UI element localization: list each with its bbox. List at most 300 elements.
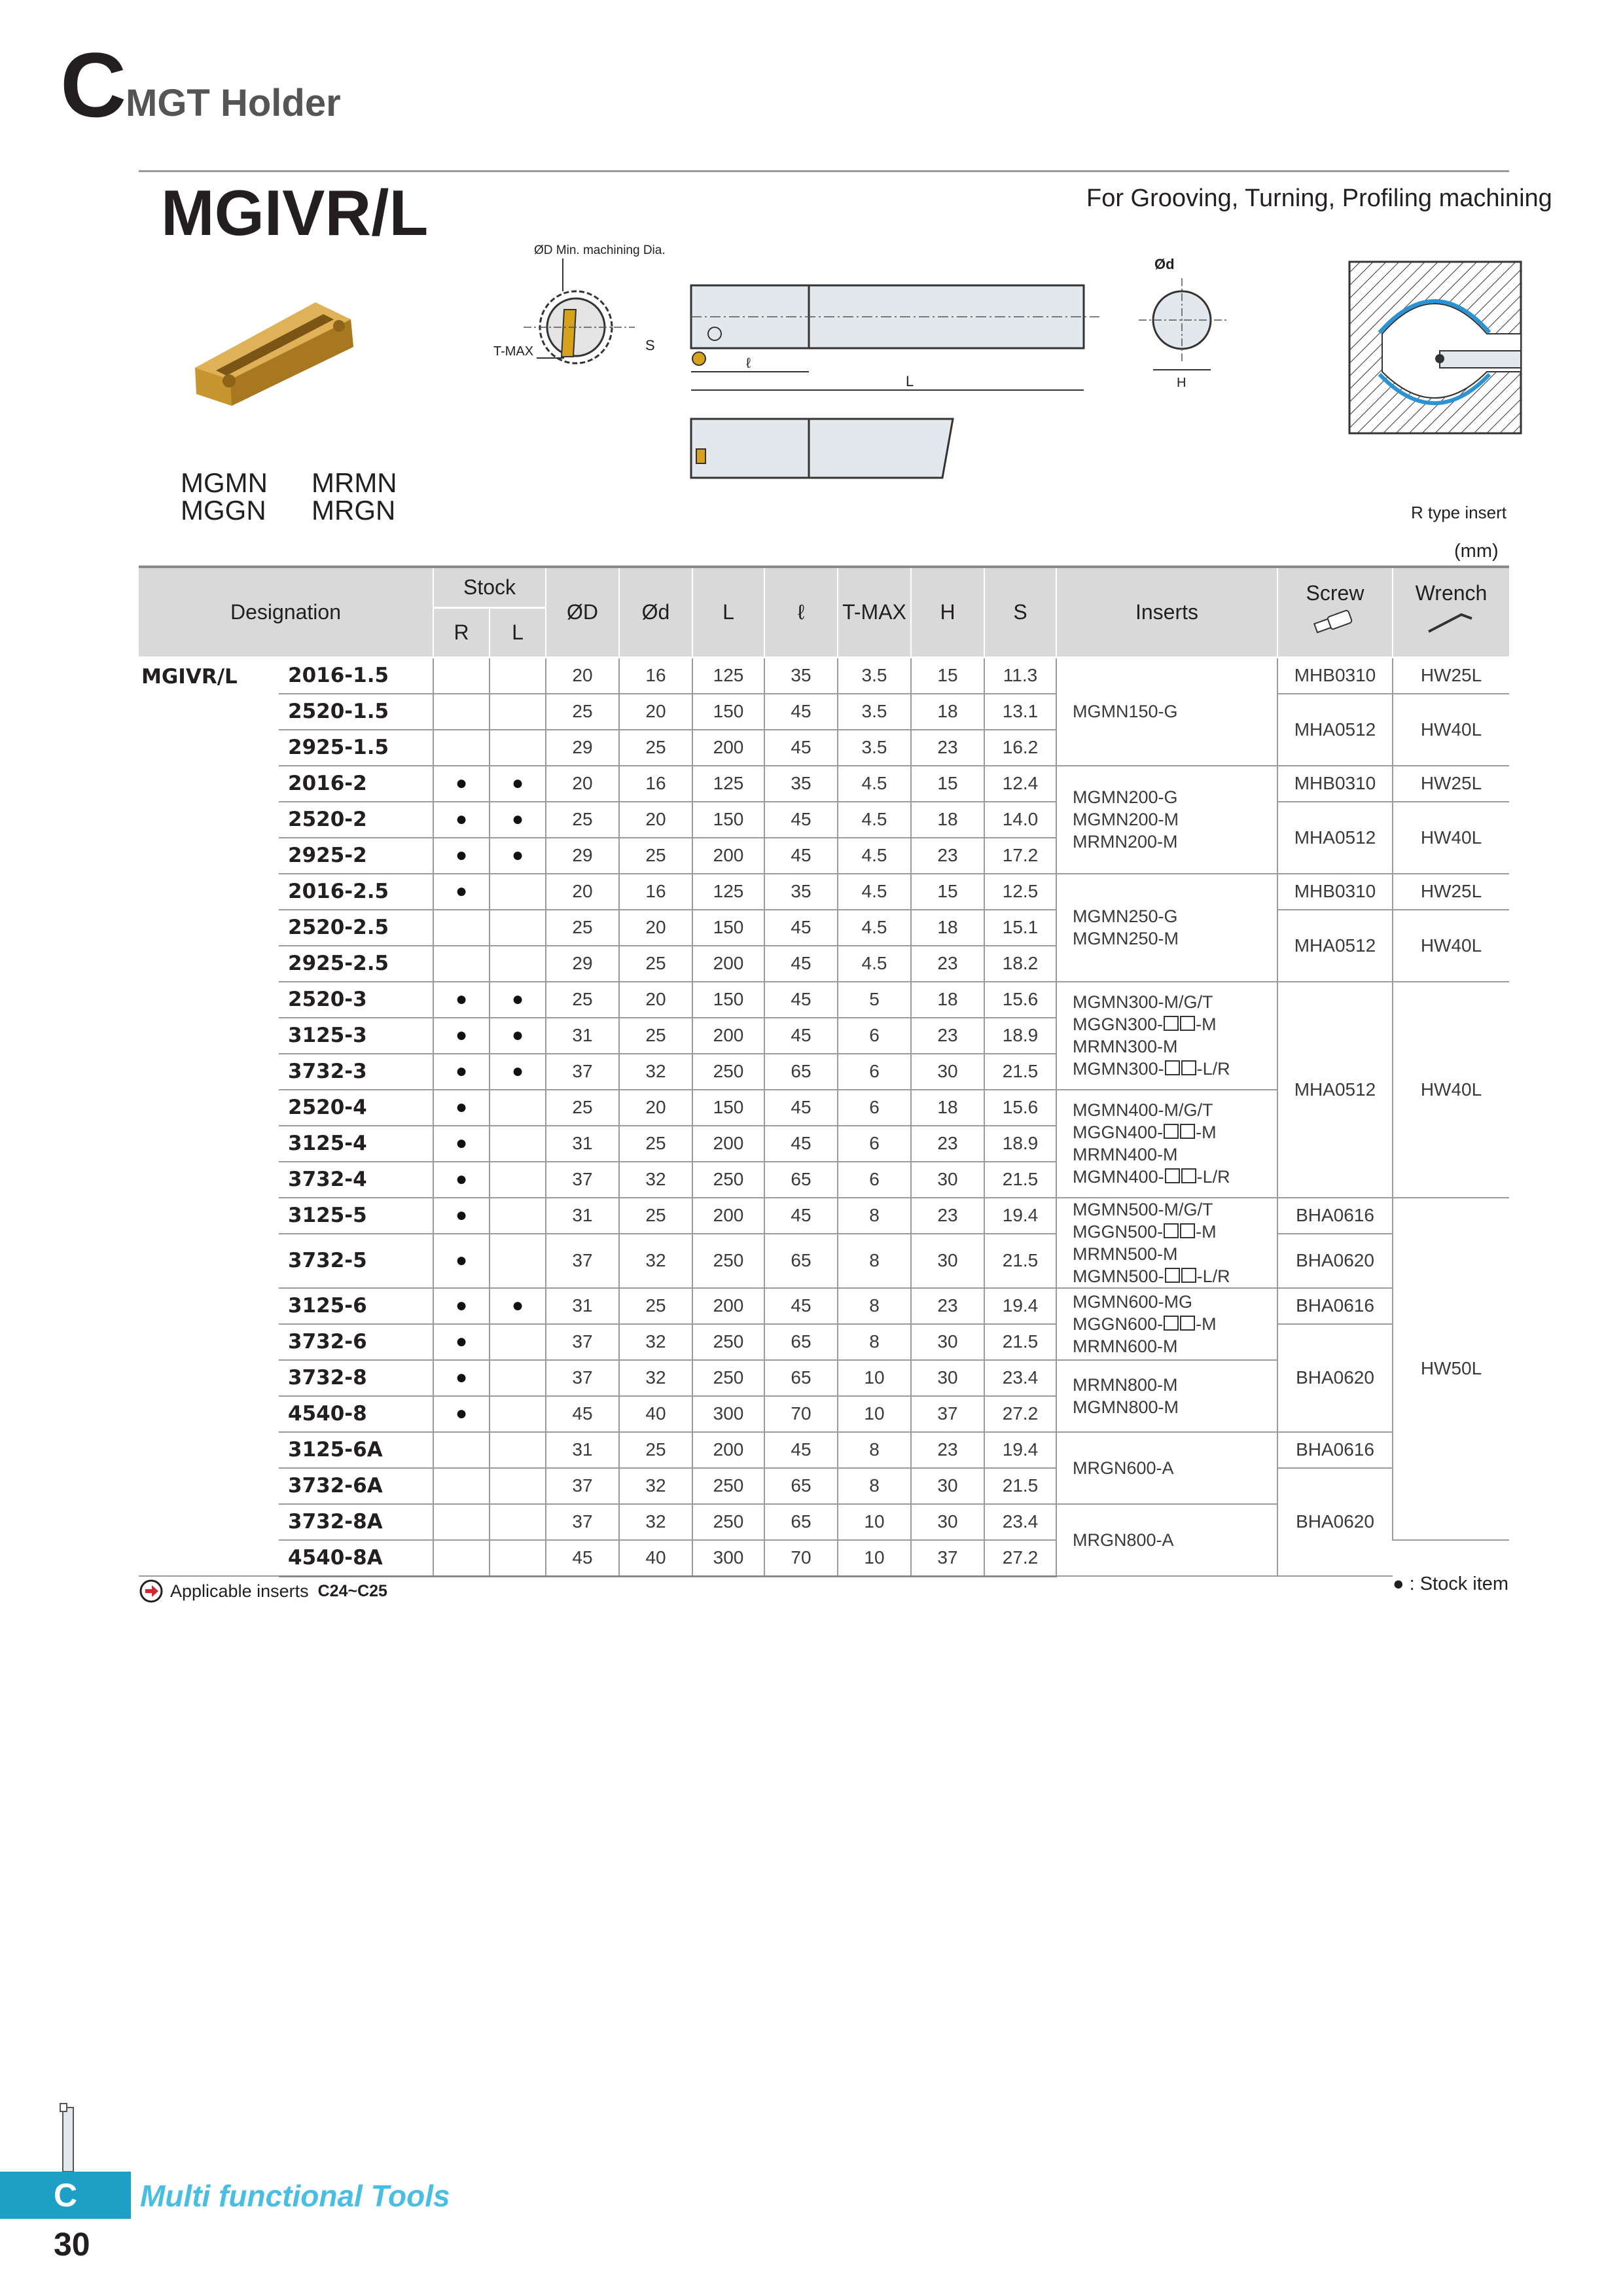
insert-code: MGMN150-G	[1073, 702, 1178, 721]
applicable-inserts-label: Applicable inserts	[170, 1581, 309, 1601]
stock-r	[433, 946, 490, 982]
min-dia-label: ØD Min. machining Dia.	[534, 243, 666, 257]
s-value: 16.2	[984, 730, 1056, 766]
header-od: ØD	[546, 567, 619, 657]
tmax-value: 10	[838, 1540, 911, 1577]
s-value: 21.5	[984, 1468, 1056, 1504]
h-value: 23	[911, 1288, 984, 1324]
l-value: 65	[764, 1360, 838, 1396]
length-value: 300	[692, 1396, 764, 1432]
insert-group	[1056, 874, 1277, 982]
header-tmax: T-MAX	[838, 567, 911, 657]
stock-l	[490, 874, 546, 910]
length-value: 200	[692, 1018, 764, 1054]
header-designation: Designation	[139, 567, 433, 657]
od-value: 37	[546, 1162, 619, 1198]
wrench-icon	[1422, 605, 1481, 638]
h-value: 30	[911, 1162, 984, 1198]
stock-l	[490, 946, 546, 982]
insert-code: MGMN800-M	[1073, 1397, 1179, 1417]
stock-r: ●	[433, 874, 490, 910]
insert-group	[1056, 1360, 1277, 1432]
d-value: 25	[619, 838, 692, 874]
insert-code: MRMN200-M	[1073, 832, 1178, 852]
od-value: 29	[546, 730, 619, 766]
screw-label: Screw	[1306, 581, 1364, 605]
tmax-value: 6	[838, 1090, 911, 1126]
od-value: 37	[546, 1234, 619, 1288]
length-value: 200	[692, 838, 764, 874]
stock-l: ●	[490, 1288, 546, 1324]
h-value: 15	[911, 766, 984, 802]
insert-name-mrmn: MRMN	[312, 467, 397, 498]
d-value: 20	[619, 982, 692, 1018]
tmax-value: 3.5	[838, 730, 911, 766]
insert-code: MGMN300- -L/R	[1073, 1059, 1230, 1079]
placeholder-box	[1180, 1124, 1195, 1139]
s-value: 15.6	[984, 982, 1056, 1018]
stock-r: ●	[433, 982, 490, 1018]
designation: 3125-3	[279, 1018, 433, 1054]
screw-value: MHB0310	[1277, 874, 1393, 910]
screw-value: BHA0616	[1277, 1288, 1393, 1324]
tmax-value: 4.5	[838, 802, 911, 838]
wrench-label: Wrench	[1415, 581, 1488, 605]
length-value: 200	[692, 1198, 764, 1234]
length-value: 125	[692, 657, 764, 694]
placeholder-box	[1180, 1016, 1195, 1031]
screw-value: BHA0616	[1277, 1198, 1393, 1234]
designation: 2520-4	[279, 1090, 433, 1126]
wrench-value: HW25L	[1393, 657, 1509, 694]
stock-l: ●	[490, 982, 546, 1018]
stock-l	[490, 1504, 546, 1540]
h-value: 30	[911, 1324, 984, 1360]
od-value: 25	[546, 1090, 619, 1126]
designation: 3125-6A	[279, 1432, 433, 1468]
screw-value: MHB0310	[1277, 657, 1393, 694]
wrench-value: HW25L	[1393, 874, 1509, 910]
s-value: 19.4	[984, 1198, 1056, 1234]
d-value: 25	[619, 1288, 692, 1324]
insert-group	[1056, 766, 1277, 874]
s-value: 19.4	[984, 1432, 1056, 1468]
placeholder-box	[1165, 1060, 1180, 1075]
insert-image	[190, 288, 360, 412]
d-value: 32	[619, 1234, 692, 1288]
h-value: 30	[911, 1504, 984, 1540]
s-value: 19.4	[984, 1288, 1056, 1324]
applicable-inserts-ref[interactable]: C24~C25	[317, 1581, 387, 1600]
d-value: 20	[619, 910, 692, 946]
d-value: 16	[619, 766, 692, 802]
s-value: 23.4	[984, 1360, 1056, 1396]
s-value: 21.5	[984, 1324, 1056, 1360]
unit-label: (mm)	[1454, 541, 1499, 562]
h-value: 30	[911, 1360, 984, 1396]
length-value: 250	[692, 1468, 764, 1504]
header-inserts: Inserts	[1056, 567, 1277, 657]
section-tab-title: Multi functional Tools	[140, 2179, 450, 2213]
tmax-value: 8	[838, 1198, 911, 1234]
designation: 3125-5	[279, 1198, 433, 1234]
section-letter: C	[60, 33, 124, 136]
stock-l	[490, 1324, 546, 1360]
insert-code: MRMN300-M	[1073, 1037, 1178, 1056]
stock-r: ●	[433, 766, 490, 802]
designation: 4540-8A	[279, 1540, 433, 1577]
l-value: 35	[764, 657, 838, 694]
header-length: L	[692, 567, 764, 657]
length-value: 200	[692, 730, 764, 766]
placeholder-box	[1164, 1316, 1179, 1331]
l-value: 45	[764, 730, 838, 766]
stock-r: ●	[433, 1324, 490, 1360]
h-value: 18	[911, 910, 984, 946]
stock-r: ●	[433, 1234, 490, 1288]
designation: 2925-1.5	[279, 730, 433, 766]
designation: 4540-8	[279, 1396, 433, 1432]
tool-thumbnail-icon	[55, 2101, 81, 2173]
insert-group	[1056, 1432, 1277, 1504]
s-value: 12.5	[984, 874, 1056, 910]
l-value: 65	[764, 1054, 838, 1090]
L-label: L	[906, 373, 914, 389]
stock-r	[433, 910, 490, 946]
insert-name-mrgn: MRGN	[312, 495, 396, 526]
l-value: 45	[764, 1432, 838, 1468]
od-value: 31	[546, 1126, 619, 1162]
s-value: 12.4	[984, 766, 1056, 802]
h-value: 30	[911, 1468, 984, 1504]
stock-l: ●	[490, 766, 546, 802]
designation: 2925-2	[279, 838, 433, 874]
d-value: 25	[619, 1018, 692, 1054]
insert-code: MGMN600-MG	[1073, 1291, 1193, 1312]
l-value: 65	[764, 1234, 838, 1288]
d-value: 32	[619, 1162, 692, 1198]
insert-code: MRMN600-M	[1073, 1336, 1178, 1356]
designation: 2016-2	[279, 766, 433, 802]
insert-code: MGMN200-M	[1073, 810, 1179, 829]
s-value: 27.2	[984, 1396, 1056, 1432]
side-view-diagram	[641, 262, 1113, 406]
length-value: 250	[692, 1504, 764, 1540]
header-h: H	[911, 567, 984, 657]
tmax-value: 3.5	[838, 694, 911, 730]
stock-r: ●	[433, 1126, 490, 1162]
length-value: 250	[692, 1234, 764, 1288]
insert-code: MGMN400-M/G/T	[1073, 1100, 1213, 1120]
h-value: 23	[911, 1432, 984, 1468]
header-wrench	[1393, 567, 1509, 657]
h-value: 18	[911, 982, 984, 1018]
d-value: 32	[619, 1324, 692, 1360]
od-value: 31	[546, 1018, 619, 1054]
insert-code: MGMN500- -L/R	[1073, 1266, 1230, 1286]
stock-l: ●	[490, 838, 546, 874]
designation: 3732-6	[279, 1324, 433, 1360]
d-value: 20	[619, 694, 692, 730]
designation: 2520-1.5	[279, 694, 433, 730]
l-value: 65	[764, 1162, 838, 1198]
stock-r: ●	[433, 1018, 490, 1054]
d-value: 20	[619, 802, 692, 838]
stock-l	[490, 1126, 546, 1162]
h-value: 23	[911, 1018, 984, 1054]
length-value: 150	[692, 1090, 764, 1126]
tmax-value: 4.5	[838, 946, 911, 982]
length-value: 150	[692, 802, 764, 838]
designation: 3732-4	[279, 1162, 433, 1198]
stock-r	[433, 1540, 490, 1577]
l-value: 45	[764, 1198, 838, 1234]
od-value: 25	[546, 982, 619, 1018]
s-value: 15.1	[984, 910, 1056, 946]
section-title: MGT Holder	[126, 82, 341, 124]
d-value: 20	[619, 1090, 692, 1126]
placeholder-box	[1180, 1316, 1195, 1331]
od-value: 45	[546, 1540, 619, 1577]
stock-r: ●	[433, 1198, 490, 1234]
screw-value: BHA0620	[1277, 1468, 1393, 1577]
tmax-value: 10	[838, 1504, 911, 1540]
stock-legend: ● : Stock item	[1393, 1573, 1509, 1594]
insert-code: MRMN800-M	[1073, 1374, 1178, 1395]
stock-l	[490, 1396, 546, 1432]
placeholder-box	[1165, 1168, 1180, 1183]
l-value: 35	[764, 766, 838, 802]
od-value: 37	[546, 1324, 619, 1360]
od-value: 37	[546, 1054, 619, 1090]
stock-l: ●	[490, 1054, 546, 1090]
wrench-value: HW40L	[1393, 694, 1509, 766]
wrench-value: HW40L	[1393, 802, 1509, 874]
od-value: 29	[546, 838, 619, 874]
tmax-value: 4.5	[838, 874, 911, 910]
s-value: 27.2	[984, 1540, 1056, 1577]
stock-r: ●	[433, 1090, 490, 1126]
stock-l	[490, 657, 546, 694]
h-value: 15	[911, 657, 984, 694]
h-value: 37	[911, 1540, 984, 1577]
length-value: 125	[692, 766, 764, 802]
h-value: 23	[911, 1126, 984, 1162]
s-value: 11.3	[984, 657, 1056, 694]
od-value: 25	[546, 910, 619, 946]
stock-r	[433, 657, 490, 694]
l-value: 70	[764, 1540, 838, 1577]
stock-r	[433, 1468, 490, 1504]
h-value: 23	[911, 946, 984, 982]
l-value: 65	[764, 1504, 838, 1540]
stock-l	[490, 1162, 546, 1198]
h-value: 37	[911, 1396, 984, 1432]
page-subtitle: For Grooving, Turning, Profiling machining	[1086, 185, 1552, 212]
wrench-value: HW40L	[1393, 982, 1509, 1198]
screw-value: MHB0310	[1277, 766, 1393, 802]
header-stock-l: L	[490, 607, 546, 657]
s-value: 21.5	[984, 1162, 1056, 1198]
d-value: 25	[619, 730, 692, 766]
stock-r	[433, 1504, 490, 1540]
od-value: 37	[546, 1468, 619, 1504]
applicable-inserts-note[interactable]	[139, 1579, 387, 1604]
length-value: 200	[692, 946, 764, 982]
stock-l	[490, 730, 546, 766]
h-value: 18	[911, 1090, 984, 1126]
s-value: 23.4	[984, 1504, 1056, 1540]
insert-code: MRMN400-M	[1073, 1145, 1178, 1164]
stock-l	[490, 1432, 546, 1468]
tmax-value: 3.5	[838, 657, 911, 694]
designation: 3732-8A	[279, 1504, 433, 1540]
d-value: 32	[619, 1504, 692, 1540]
stock-l	[490, 694, 546, 730]
wrench-value: HW50L	[1393, 1198, 1509, 1540]
s-value: 17.2	[984, 838, 1056, 874]
placeholder-box	[1164, 1223, 1179, 1238]
insert-code: MRMN500-M	[1073, 1244, 1178, 1264]
tmax-value: 10	[838, 1396, 911, 1432]
s-value: 18.9	[984, 1126, 1056, 1162]
page-number: 30	[54, 2226, 90, 2263]
designation: 3732-8	[279, 1360, 433, 1396]
od-value: 31	[546, 1288, 619, 1324]
insert-group	[1056, 1288, 1277, 1360]
designation: 3125-6	[279, 1288, 433, 1324]
tmax-value: 6	[838, 1018, 911, 1054]
tmax-value: 4.5	[838, 766, 911, 802]
d-value: 16	[619, 657, 692, 694]
screw-value: BHA0620	[1277, 1234, 1393, 1288]
tmax-value: 8	[838, 1324, 911, 1360]
insert-code: MRGN600-A	[1073, 1458, 1174, 1478]
designation: 3732-3	[279, 1054, 433, 1090]
machining-illustration	[1348, 260, 1525, 436]
length-value: 150	[692, 910, 764, 946]
length-value: 200	[692, 1126, 764, 1162]
header-d: Ød	[619, 567, 692, 657]
stock-r: ●	[433, 1288, 490, 1324]
od-value: 31	[546, 1432, 619, 1468]
stock-r	[433, 1432, 490, 1468]
insert-code: MRGN800-A	[1073, 1530, 1174, 1550]
s-label: S	[645, 337, 655, 353]
l-value: 65	[764, 1468, 838, 1504]
insert-code: MGGN400- -M	[1073, 1122, 1217, 1142]
d-value: 32	[619, 1360, 692, 1396]
stock-r: ●	[433, 1054, 490, 1090]
insert-group	[1056, 1504, 1277, 1577]
length-value: 200	[692, 1432, 764, 1468]
screw-icon	[1309, 605, 1361, 638]
stock-r	[433, 730, 490, 766]
stock-r: ●	[433, 1396, 490, 1432]
header-stock-r: R	[433, 607, 490, 657]
screw-value: MHA0512	[1277, 982, 1393, 1198]
designation: 3732-5	[279, 1234, 433, 1288]
placeholder-box	[1164, 1016, 1179, 1031]
s-value: 21.5	[984, 1054, 1056, 1090]
tmax-value: 4.5	[838, 838, 911, 874]
od-value: 37	[546, 1504, 619, 1540]
h-value: 30	[911, 1234, 984, 1288]
insert-group	[1056, 982, 1277, 1090]
stock-l	[490, 910, 546, 946]
placeholder-box	[1165, 1268, 1180, 1283]
designation: 3732-6A	[279, 1468, 433, 1504]
length-value: 250	[692, 1162, 764, 1198]
h-value: 23	[911, 1198, 984, 1234]
insert-code: MGMN200-G	[1073, 787, 1178, 807]
s-value: 14.0	[984, 802, 1056, 838]
s-value: 18.9	[984, 1018, 1056, 1054]
insert-code: MGMN300-M/G/T	[1073, 992, 1213, 1012]
tmax-value: 8	[838, 1234, 911, 1288]
s-value: 15.6	[984, 1090, 1056, 1126]
d-value: 32	[619, 1468, 692, 1504]
spec-table	[139, 565, 1509, 1577]
insert-group	[1056, 1198, 1277, 1288]
h-value: 30	[911, 1054, 984, 1090]
od-value: 29	[546, 946, 619, 982]
od-value: 31	[546, 1198, 619, 1234]
designation: 3125-4	[279, 1126, 433, 1162]
length-value: 125	[692, 874, 764, 910]
insert-code: MGMN250-M	[1073, 929, 1179, 948]
designation: 2520-2.5	[279, 910, 433, 946]
l-value: 45	[764, 1090, 838, 1126]
screw-value: MHA0512	[1277, 910, 1393, 982]
l-value: 65	[764, 1324, 838, 1360]
l-value: 45	[764, 802, 838, 838]
arrow-circle-icon	[139, 1579, 164, 1604]
length-value: 300	[692, 1540, 764, 1577]
d-label: Ød	[1154, 256, 1175, 272]
header-screw	[1277, 567, 1393, 657]
screw-value: BHA0620	[1277, 1324, 1393, 1432]
tmax-value: 5	[838, 982, 911, 1018]
stock-r: ●	[433, 838, 490, 874]
screw-value: BHA0616	[1277, 1432, 1393, 1468]
od-value: 20	[546, 766, 619, 802]
od-value: 25	[546, 694, 619, 730]
s-value: 13.1	[984, 694, 1056, 730]
wrench-value: HW40L	[1393, 910, 1509, 982]
tmax-value: 8	[838, 1432, 911, 1468]
d-value: 25	[619, 1126, 692, 1162]
header-l: ℓ	[764, 567, 838, 657]
header-divider	[139, 170, 1509, 172]
r-type-note: R type insert	[1411, 503, 1507, 522]
stock-l: ●	[490, 802, 546, 838]
s-value: 18.2	[984, 946, 1056, 982]
stock-l	[490, 1198, 546, 1234]
tmax-label: T-MAX	[493, 344, 534, 359]
insert-code: MGMN500-M/G/T	[1073, 1199, 1213, 1219]
d-value: 40	[619, 1396, 692, 1432]
designation: 2016-1.5	[279, 657, 433, 694]
header-stock: Stock	[433, 567, 546, 607]
length-value: 150	[692, 982, 764, 1018]
h-value: 18	[911, 694, 984, 730]
od-value: 25	[546, 802, 619, 838]
tmax-value: 6	[838, 1054, 911, 1090]
od-value: 20	[546, 874, 619, 910]
l-value: 45	[764, 1288, 838, 1324]
h-value: 18	[911, 802, 984, 838]
